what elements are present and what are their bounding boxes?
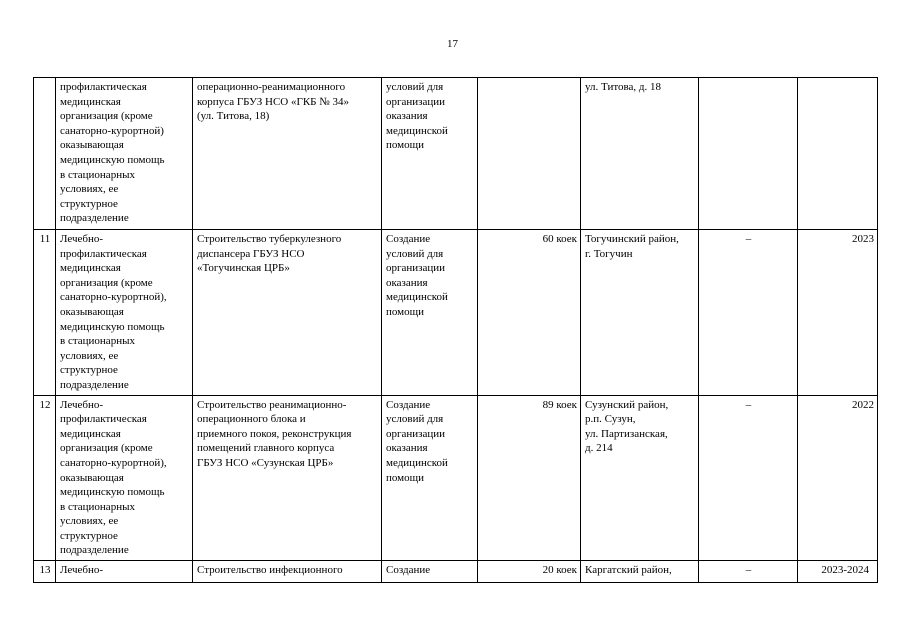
location-cell: Каргатский район, [581, 561, 699, 583]
row-number-cell: 11 [34, 230, 56, 396]
organization-cell: профилактическая медицинская организация (кроме санаторно-курортной) оказывающая медицинскую помощь в стационарных условиях, ее структурное подразделение [56, 78, 193, 230]
object-name-cell: Строительство реанимационно- операционного блока и приемного покоя, реконструкция помещений главного корпуса ГБУЗ НСО «Сузунская ЦРБ» [193, 395, 382, 561]
extra-cell: – [699, 230, 798, 396]
organization-cell: Лечебно- [56, 561, 193, 583]
purpose-cell: Создание условий для организации оказания медицинской помощи [382, 395, 478, 561]
purpose-cell: условий для организации оказания медицинской помощи [382, 78, 478, 230]
capacity-cell [478, 78, 581, 230]
row-number-cell: 13 [34, 561, 56, 583]
purpose-cell: Создание [382, 561, 478, 583]
year-cell: 2023-2024 [798, 561, 878, 583]
table-row [34, 395, 878, 561]
extra-cell: – [699, 561, 798, 583]
table-row [34, 78, 878, 230]
location-cell: Сузунский район, р.п. Сузун, ул. Партизанская, д. 214 [581, 395, 699, 561]
location-cell: ул. Титова, д. 18 [581, 78, 699, 230]
year-cell [798, 78, 878, 230]
extra-cell: – [699, 395, 798, 561]
year-cell: 2023 [798, 230, 878, 396]
object-name-cell: Строительство туберкулезного диспансера ГБУЗ НСО «Тогучинская ЦРБ» [193, 230, 382, 396]
capacity-cell: 89 коек [478, 395, 581, 561]
table-row [34, 561, 878, 583]
row-number-cell: 12 [34, 395, 56, 561]
row-number-cell [34, 78, 56, 230]
capacity-cell: 60 коек [478, 230, 581, 396]
object-name-cell: операционно-реанимационного корпуса ГБУЗ НСО «ГКБ № 34» (ул. Титова, 18) [193, 78, 382, 230]
object-name-cell: Строительство инфекционного [193, 561, 382, 583]
year-cell: 2022 [798, 395, 878, 561]
organization-cell: Лечебно- профилактическая медицинская организация (кроме санаторно-курортной), оказывающая медицинскую помощь в стационарных условиях, ее структурное подразделение [56, 395, 193, 561]
table-row [34, 230, 878, 396]
purpose-cell: Создание условий для организации оказания медицинской помощи [382, 230, 478, 396]
page-number: 17 [447, 38, 458, 50]
capacity-cell: 20 коек [478, 561, 581, 583]
extra-cell [699, 78, 798, 230]
objects-table [33, 77, 878, 583]
location-cell: Тогучинский район, г. Тогучин [581, 230, 699, 396]
organization-cell: Лечебно- профилактическая медицинская организация (кроме санаторно-курортной), оказывающая медицинскую помощь в стационарных условиях, ее структурное подразделение [56, 230, 193, 396]
